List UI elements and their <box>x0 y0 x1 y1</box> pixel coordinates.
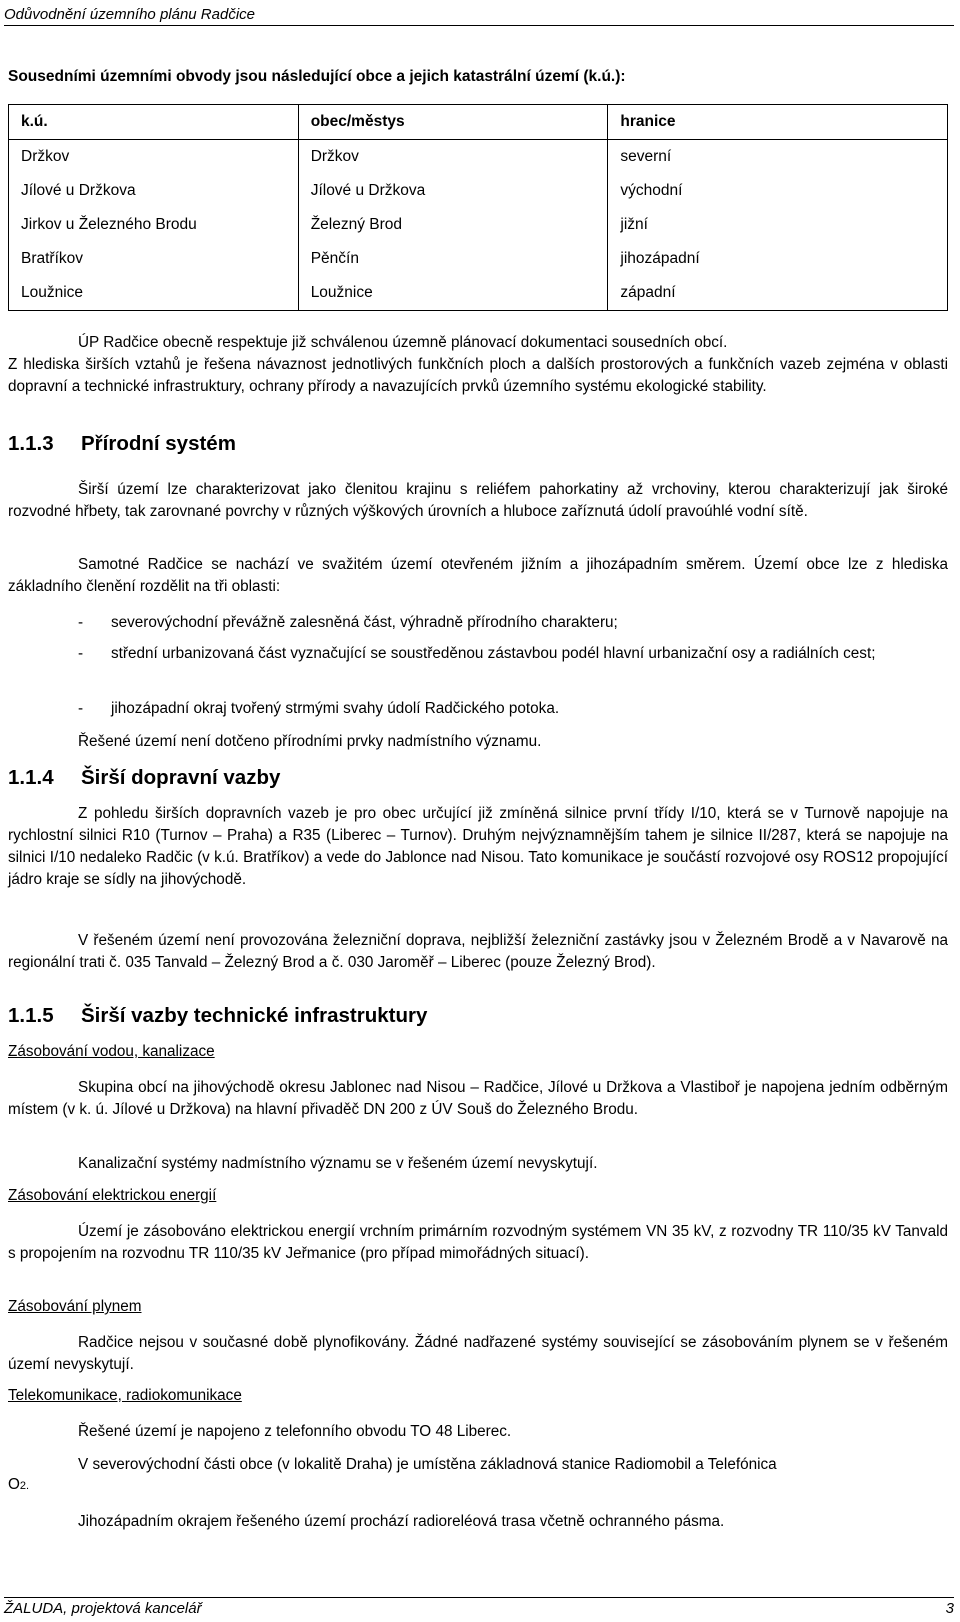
header-title: Odůvodnění územního plánu Radčice <box>4 6 256 23</box>
subheading-elektrina: Zásobování elektrickou energií <box>8 1187 217 1204</box>
paragraph-telekomunikace-2: V severovýchodní části obce (v lokalitě Draha) je umístěna základnová stanice Radiomobil a Telefónica <box>78 1456 777 1473</box>
page-number: 3 <box>945 1600 954 1617</box>
heading-1-1-4 <box>8 766 280 790</box>
neighbour-table <box>8 104 948 311</box>
paragraph-voda-1: Skupina obcí na jihovýchodě okresu Jablonec nad Nisou – Radčice, Jílové u Držkova a Vlastiboř je napojena jedním odběrným místem (v k. ú. Jílové u Držkova) na hlavní přivaděč DN 200 z ÚV Souš do Železného Brodu. <box>8 1079 948 1118</box>
list-item-text: severovýchodní převážně zalesněná část, výhradně přírodního charakteru; <box>111 614 618 631</box>
subheading-telekomunikace: Telekomunikace, radiokomunikace <box>8 1387 242 1404</box>
heading-title: Širší vazby technické infrastruktury <box>81 1004 428 1027</box>
paragraph-prirodni-1: Širší území lze charakterizovat jako členitou krajinu s reliéfem pahorkatiny až vrchoviny, kterou charakterizují jak široké rozvodné hřbety, tak zarovnané povrchy v různých výškových úrovních a hluboce zaříznutá údolí pravoúhlé vodní sítě. <box>8 481 948 520</box>
heading-1-1-3 <box>8 432 236 456</box>
heading-title: Přírodní systém <box>81 432 236 455</box>
table-cell: Loužnice <box>9 276 299 311</box>
page-header <box>4 6 954 23</box>
list-item <box>78 643 948 687</box>
list-dash: - <box>78 645 84 662</box>
header-rule <box>4 25 954 26</box>
heading-number: 1.1.3 <box>8 432 54 455</box>
paragraph-up: ÚP Radčice obecně respektuje již schválenou územně plánovací dokumentaci sousedních obcí. <box>78 334 728 351</box>
list-item-text: jihozápadní okraj tvořený strmými svahy údolí Radčického potoka. <box>111 700 560 717</box>
paragraph-voda-2: Kanalizační systémy nadmístního významu se v řešeném území nevyskytují. <box>78 1155 598 1172</box>
heading-number: 1.1.5 <box>8 1004 54 1027</box>
table-cell: jihozápadní <box>608 242 948 276</box>
list-item <box>78 612 948 634</box>
intro-lead: Sousedními územními obvody jsou následující obce a jejich katastrální území (k.ú.): <box>8 68 626 85</box>
table-cell: jižní <box>608 208 948 242</box>
table-cell: Železný Brod <box>298 208 608 242</box>
page-footer <box>4 1600 954 1617</box>
table-row <box>9 242 948 276</box>
table-row <box>9 174 948 208</box>
list-item <box>78 698 948 720</box>
table-cell: západní <box>608 276 948 311</box>
table-header-obec: obec/městys <box>298 105 608 140</box>
table-row <box>9 140 948 175</box>
table-cell: východní <box>608 174 948 208</box>
heading-title: Širší dopravní vazby <box>81 766 281 789</box>
list-item-text: střední urbanizovaná část vyznačující se soustředěnou zástavbou podél hlavní urbanizační osy a radiálních cest; <box>111 645 876 662</box>
paragraph-prirodni-3: Řešené území není dotčeno přírodními prvky nadmístního významu. <box>78 733 542 750</box>
paragraph-elektrina-1: Území je zásobováno elektrickou energií vrchním primárním rozvodným systémem VN 35 kV, z rozvodny TR 110/35 kV Tanvald s propojením na rozvodnu TR 110/35 kV Jeřmanice (pro případ mimořádných situací). <box>8 1223 948 1262</box>
list-dash: - <box>78 700 84 717</box>
heading-1-1-5 <box>8 1004 427 1028</box>
subheading-plyn: Zásobování plynem <box>8 1298 142 1315</box>
table-cell: severní <box>608 140 948 175</box>
table-header-ku: k.ú. <box>9 105 299 140</box>
table-cell: Jílové u Držkova <box>9 174 299 208</box>
table-cell: Jirkov u Železného Brodu <box>9 208 299 242</box>
paragraph-vztahy: Z hlediska širších vztahů je řešena návaznost jednotlivých funkčních ploch a dalších prostorových a funkčních vazeb zejména v oblasti dopravní a technické infrastruktury, ochrany přírody a navazujících prvků územního systému ekologické stability. <box>8 356 948 395</box>
list-dash: - <box>78 614 84 631</box>
footer-rule <box>4 1597 954 1598</box>
subheading-voda: Zásobování vodou, kanalizace <box>8 1043 215 1060</box>
table-cell: Loužnice <box>298 276 608 311</box>
o2-text: O <box>8 1476 20 1493</box>
paragraph-doprava-1: Z pohledu širších dopravních vazeb je pro obec určující již zmíněná silnice první třídy I/10, která se v Turnově napojuje na rychlostní silnici R10 (Turnov – Praha) a R35 (Liberec – Turnov). Druhým nejvýznamnějším tahem je silnice II/287, která se napojuje na silnici I/10 nedaleko Radčic (v k.ú. Bratříkov) a vede do Jablonce nad Nisou. Tato komunikace je součástí rozvojové osy ROS12 propojující jádro kraje se sídly na jihovýchodě. <box>8 805 948 888</box>
table-cell: Pěnčín <box>298 242 608 276</box>
table-row <box>9 276 948 311</box>
heading-number: 1.1.4 <box>8 766 54 789</box>
footer-company: ŽALUDA, projektová kancelář <box>4 1600 202 1617</box>
paragraph-prirodni-2: Samotné Radčice se nachází ve svažitém území otevřeném jižním a jihozápadním směrem. Území obce lze z hlediska základního členění rozdělit na tři oblasti: <box>8 556 948 595</box>
table-row <box>9 208 948 242</box>
o2-label <box>8 1474 29 1497</box>
paragraph-telekomunikace-3: Jihozápadním okrajem řešeného území prochází radioreléová trasa včetně ochranného pásma. <box>78 1513 725 1530</box>
paragraph-doprava-2: V řešeném území není provozována železniční doprava, nejbližší železniční zastávky jsou v Železném Brodě a v Navarově na regionální trati č. 035 Tanvald – Železný Brod a č. 030 Jaroměř – Liberec (pouze Železný Brod). <box>8 932 948 971</box>
paragraph-plyn-1: Radčice nejsou v současné době plynofikovány. Žádné nadřazené systémy související se zásobováním plynem se v řešeném území nevyskytují. <box>8 1334 948 1373</box>
table-cell: Jílové u Držkova <box>298 174 608 208</box>
table-cell: Bratříkov <box>9 242 299 276</box>
table-cell: Držkov <box>9 140 299 175</box>
table-header-row <box>9 105 948 140</box>
o2-subscript: 2. <box>19 1480 30 1492</box>
paragraph-telekomunikace-1: Řešené území je napojeno z telefonního obvodu TO 48 Liberec. <box>78 1423 512 1440</box>
table-cell: Držkov <box>298 140 608 175</box>
table-header-hranice: hranice <box>608 105 948 140</box>
